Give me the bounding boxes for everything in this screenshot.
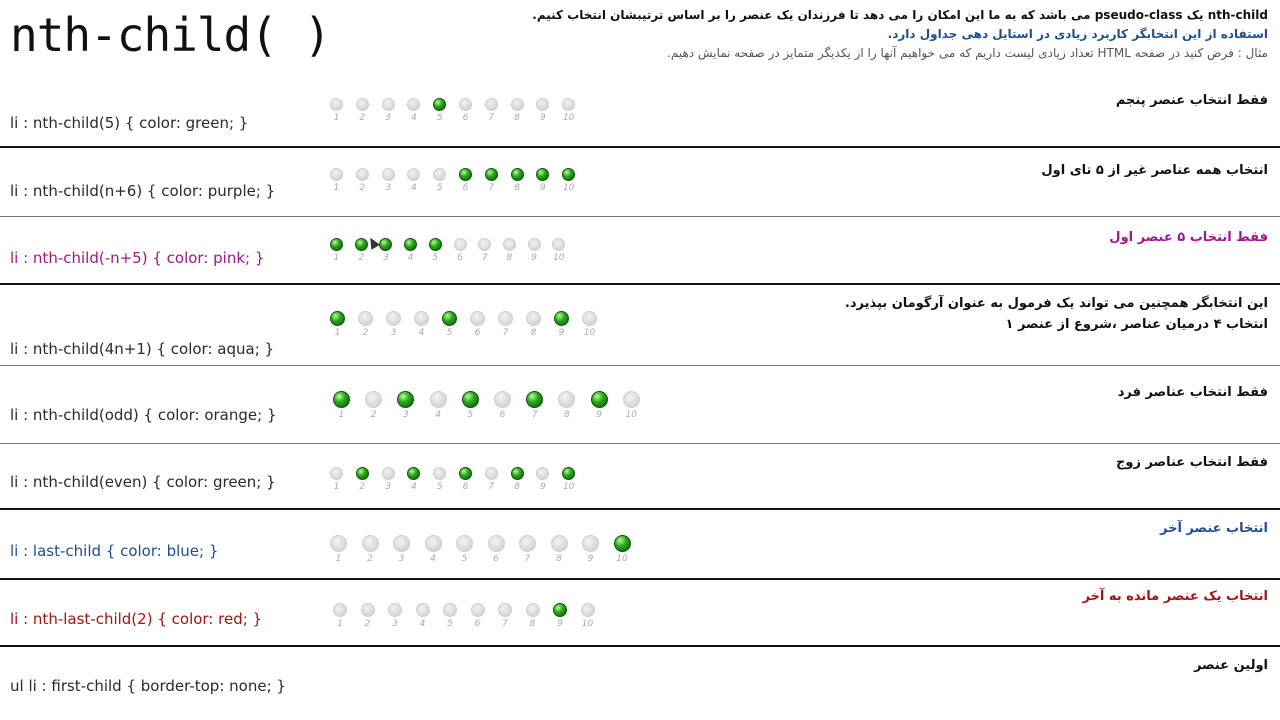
unselected-dot-icon xyxy=(582,535,599,552)
description-line: فقط انتخاب عناصر زوج xyxy=(1116,455,1268,470)
unselected-dot-icon xyxy=(388,603,402,617)
css-selector-code: li : nth-child(-n+5) { color: pink; } xyxy=(10,249,265,267)
dot-index-label: 8 xyxy=(506,253,513,263)
description-line: فقط انتخاب عنصر پنجم xyxy=(1115,93,1268,108)
unselected-dot-icon xyxy=(433,168,446,181)
example-row xyxy=(0,578,1280,645)
dot-index-label: 5 xyxy=(467,410,474,420)
dot-index-label: 6 xyxy=(499,410,506,420)
dot-index-label: 2 xyxy=(359,113,366,123)
dot-index-label: 6 xyxy=(474,328,481,338)
selected-dot-icon xyxy=(614,535,631,552)
dot-index-label: 5 xyxy=(461,554,468,564)
example-row xyxy=(0,146,1280,216)
selected-dot-icon xyxy=(459,168,472,181)
description-line: انتخاب یک عنصر مانده به آخر xyxy=(1082,589,1268,604)
selected-dot-icon xyxy=(433,98,446,111)
example-row xyxy=(0,365,1280,443)
dot-index-label: 3 xyxy=(385,183,391,193)
unselected-dot-icon xyxy=(407,98,420,111)
selected-dot-icon xyxy=(442,311,457,326)
dot-index-label: 8 xyxy=(514,113,520,123)
dot-index-label: 5 xyxy=(447,619,453,629)
description-line: فقط انتخاب ۵ عنصر اول xyxy=(1109,230,1268,245)
unselected-dot-icon xyxy=(582,311,597,326)
description-line: فقط انتخاب عناصر فرد xyxy=(1117,385,1268,400)
dot-index-label: 10 xyxy=(581,619,594,629)
dot-index-label: 9 xyxy=(540,482,546,492)
dot-index-label: 7 xyxy=(502,328,509,338)
unselected-dot-icon xyxy=(365,391,382,408)
unselected-dot-icon xyxy=(382,467,395,480)
unselected-dot-icon xyxy=(470,311,485,326)
selector-description xyxy=(845,293,1268,335)
unselected-dot-icon xyxy=(536,467,549,480)
dot-index-label: 2 xyxy=(359,482,366,492)
dot-index-label: 1 xyxy=(335,554,342,564)
unselected-dot-icon xyxy=(330,467,343,480)
css-selector-code: li : nth-last-child(2) { color: red; } xyxy=(10,610,263,628)
unselected-dot-icon xyxy=(330,535,347,552)
dot-index-label: 6 xyxy=(462,183,469,193)
dot-index-label: 3 xyxy=(392,619,398,629)
unselected-dot-icon xyxy=(459,98,472,111)
selected-dot-icon xyxy=(462,391,479,408)
dot-index-label: 4 xyxy=(407,253,414,263)
unselected-dot-icon xyxy=(382,98,395,111)
dot-index-label: 5 xyxy=(432,253,439,263)
dot-index-label: 3 xyxy=(383,253,389,263)
unselected-dot-icon xyxy=(416,603,430,617)
dot-index-label: 7 xyxy=(481,253,488,263)
dot-index-label: 1 xyxy=(333,183,340,193)
dot-index-label: 8 xyxy=(514,183,520,193)
description-line: انتخاب عنصر آخر xyxy=(1159,521,1268,536)
dot-index-label: 10 xyxy=(553,253,565,263)
unselected-dot-icon xyxy=(471,603,485,617)
unselected-dot-icon xyxy=(498,311,513,326)
example-row xyxy=(0,80,1280,146)
dot-index-label: 2 xyxy=(359,183,366,193)
unselected-dot-icon xyxy=(494,391,511,408)
unselected-dot-icon xyxy=(382,168,395,181)
dot-index-label: 1 xyxy=(338,410,345,420)
unselected-dot-icon xyxy=(503,238,516,251)
selected-dot-icon xyxy=(511,168,524,181)
selected-dot-icon xyxy=(526,391,543,408)
example-row xyxy=(0,508,1280,578)
dot-index-label: 3 xyxy=(385,482,391,492)
selector-description xyxy=(1194,655,1268,676)
dot-index-label: 7 xyxy=(488,113,495,123)
unselected-dot-icon xyxy=(551,535,568,552)
unselected-dot-icon xyxy=(562,98,575,111)
dot-index-label: 4 xyxy=(419,619,426,629)
dot-index-label: 9 xyxy=(587,554,594,564)
description-line: اولین عنصر xyxy=(1193,658,1268,673)
selector-description xyxy=(1109,227,1268,248)
selected-dot-icon xyxy=(536,168,549,181)
dot-index-label: 8 xyxy=(564,410,570,420)
description-line: این انتخابگر همچنین می تواند یک فرمول به عنوان آرگومان بپذیرد. xyxy=(844,296,1268,311)
selected-dot-icon xyxy=(553,603,567,617)
dot-index-label: 3 xyxy=(398,554,405,564)
dot-index-label: 1 xyxy=(337,619,343,629)
unselected-dot-icon xyxy=(485,98,498,111)
selected-dot-icon xyxy=(379,238,392,251)
unselected-dot-icon xyxy=(358,311,373,326)
unselected-dot-icon xyxy=(356,168,369,181)
css-selector-code: li : last-child { color: blue; } xyxy=(10,542,219,560)
intro-text xyxy=(508,6,1268,63)
dot-index-label: 2 xyxy=(358,253,365,263)
dot-index-label: 6 xyxy=(462,482,469,492)
selector-description xyxy=(1082,586,1268,607)
dot-index-label: 4 xyxy=(411,482,417,492)
css-selector-code: li : nth-child(odd) { color: orange; } xyxy=(10,406,277,424)
selected-dot-icon xyxy=(511,467,524,480)
unselected-dot-icon xyxy=(526,603,540,617)
dot-index-label: 4 xyxy=(411,183,417,193)
unselected-dot-icon xyxy=(485,467,498,480)
dot-index-label: 1 xyxy=(333,253,340,263)
dot-index-label: 7 xyxy=(531,410,538,420)
example-row xyxy=(0,645,1280,720)
unselected-dot-icon xyxy=(552,238,565,251)
page-title: nth-child( ) xyxy=(10,8,331,62)
selector-description xyxy=(1116,90,1268,111)
unselected-dot-icon xyxy=(478,238,491,251)
dot-index-label: 9 xyxy=(531,253,537,263)
unselected-dot-icon xyxy=(519,535,536,552)
dot-index-label: 8 xyxy=(556,554,562,564)
dot-index-label: 1 xyxy=(333,113,340,123)
dot-index-label: 3 xyxy=(385,113,391,123)
unselected-dot-icon xyxy=(488,535,505,552)
dot-index-label: 2 xyxy=(367,554,373,564)
unselected-dot-icon xyxy=(498,603,512,617)
selected-dot-icon xyxy=(562,168,575,181)
dot-index-label: 5 xyxy=(446,328,453,338)
dot-index-label: 4 xyxy=(430,554,436,564)
unselected-dot-icon xyxy=(430,391,447,408)
css-selector-code: li : nth-child(even) { color: green; } xyxy=(10,473,276,491)
selector-description xyxy=(1041,160,1268,181)
unselected-dot-icon xyxy=(425,535,442,552)
example-row xyxy=(0,283,1280,365)
dot-index-label: 6 xyxy=(493,554,499,564)
css-selector-code: li : nth-child(4n+1) { color: aqua; } xyxy=(10,340,275,358)
dot-index-label: 6 xyxy=(457,253,463,263)
unselected-dot-icon xyxy=(456,535,473,552)
selected-dot-icon xyxy=(485,168,498,181)
unselected-dot-icon xyxy=(454,238,467,251)
selected-dot-icon xyxy=(330,311,345,326)
selected-dot-icon xyxy=(407,467,420,480)
dot-index-label: 2 xyxy=(362,328,369,338)
intro-line-3: مثال : فرض کنید در صفحه HTML تعداد زیادی لیست داریم که می خواهیم آنها را از یکدیگر متمایز در صفحه نمایش دهیم. xyxy=(667,46,1268,60)
dot-index-label: 6 xyxy=(474,619,481,629)
selected-dot-icon xyxy=(554,311,569,326)
unselected-dot-icon xyxy=(356,98,369,111)
unselected-dot-icon xyxy=(623,391,640,408)
unselected-dot-icon xyxy=(433,467,446,480)
dot-index-label: 5 xyxy=(436,183,443,193)
dot-index-label: 2 xyxy=(364,619,371,629)
dot-index-label: 10 xyxy=(616,554,628,564)
unselected-dot-icon xyxy=(511,98,524,111)
unselected-dot-icon xyxy=(386,311,401,326)
dot-index-label: 4 xyxy=(435,410,441,420)
unselected-dot-icon xyxy=(393,535,410,552)
dot-index-label: 9 xyxy=(540,113,546,123)
dot-index-label: 10 xyxy=(562,113,575,123)
unselected-dot-icon xyxy=(333,603,347,617)
unselected-dot-icon xyxy=(361,603,375,617)
dot-index-label: 7 xyxy=(488,482,495,492)
selected-dot-icon xyxy=(429,238,442,251)
dot-index-label: 8 xyxy=(530,328,537,338)
css-selector-code: li : nth-child(5) { color: green; } xyxy=(10,114,249,132)
dot-index-label: 7 xyxy=(502,619,508,629)
dot-index-label: 8 xyxy=(529,619,536,629)
header xyxy=(0,0,1280,80)
dot-index-label: 4 xyxy=(418,328,425,338)
css-selector-code: li : nth-child(n+6) { color: purple; } xyxy=(10,182,276,200)
dot-index-label: 10 xyxy=(583,328,596,338)
selected-dot-icon xyxy=(330,238,343,251)
dot-index-label: 9 xyxy=(557,619,563,629)
unselected-dot-icon xyxy=(407,168,420,181)
unselected-dot-icon xyxy=(330,98,343,111)
selected-dot-icon xyxy=(459,467,472,480)
description-line: انتخاب همه عناصر غیر از ۵ تای اول xyxy=(1041,163,1268,178)
dot-index-label: 3 xyxy=(403,410,409,420)
unselected-dot-icon xyxy=(526,311,541,326)
selected-dot-icon xyxy=(397,391,414,408)
unselected-dot-icon xyxy=(536,98,549,111)
unselected-dot-icon xyxy=(528,238,541,251)
dot-index-label: 5 xyxy=(436,113,443,123)
dot-index-label: 1 xyxy=(334,328,341,338)
dot-index-label: 9 xyxy=(558,328,565,338)
example-row xyxy=(0,216,1280,283)
example-row xyxy=(0,443,1280,508)
dot-index-label: 10 xyxy=(625,410,638,420)
unselected-dot-icon xyxy=(581,603,595,617)
unselected-dot-icon xyxy=(558,391,575,408)
selector-description xyxy=(1118,382,1268,403)
selector-description xyxy=(1116,452,1268,473)
dot-index-label: 10 xyxy=(562,482,575,492)
selected-dot-icon xyxy=(562,467,575,480)
dot-index-label: 4 xyxy=(411,113,417,123)
dot-index-label: 10 xyxy=(562,183,575,193)
unselected-dot-icon xyxy=(443,603,457,617)
selected-dot-icon xyxy=(333,391,350,408)
css-selector-code: ul li : first-child { border-top: none; } xyxy=(10,677,286,695)
unselected-dot-icon xyxy=(330,168,343,181)
dot-index-label: 1 xyxy=(333,482,340,492)
dot-index-label: 6 xyxy=(462,113,469,123)
dot-index-label: 9 xyxy=(540,183,546,193)
intro-line-1: nth-child یک pseudo-class می باشد که به ما این امکان را می دهد تا فرزندان یک عنصر را بر اساس ترتیبشان انتخاب کنیم. xyxy=(532,8,1268,22)
dot-index-label: 7 xyxy=(488,183,495,193)
selected-dot-icon xyxy=(356,467,369,480)
dot-index-label: 5 xyxy=(436,482,443,492)
dot-index-label: 7 xyxy=(524,554,531,564)
selected-dot-icon xyxy=(404,238,417,251)
unselected-dot-icon xyxy=(362,535,379,552)
selector-description xyxy=(1160,518,1268,539)
dot-index-label: 8 xyxy=(514,482,520,492)
dot-index-label: 9 xyxy=(596,410,602,420)
selected-dot-icon xyxy=(591,391,608,408)
unselected-dot-icon xyxy=(414,311,429,326)
intro-line-2: استفاده از این انتخابگر کاربرد زیادی در استایل دهی جداول دارد. xyxy=(887,27,1268,41)
dot-index-label: 2 xyxy=(370,410,377,420)
dot-index-label: 3 xyxy=(390,328,397,338)
description-line: انتخاب ۴ درمیان عناصر ،شروع از عنصر ۱ xyxy=(1005,317,1268,332)
